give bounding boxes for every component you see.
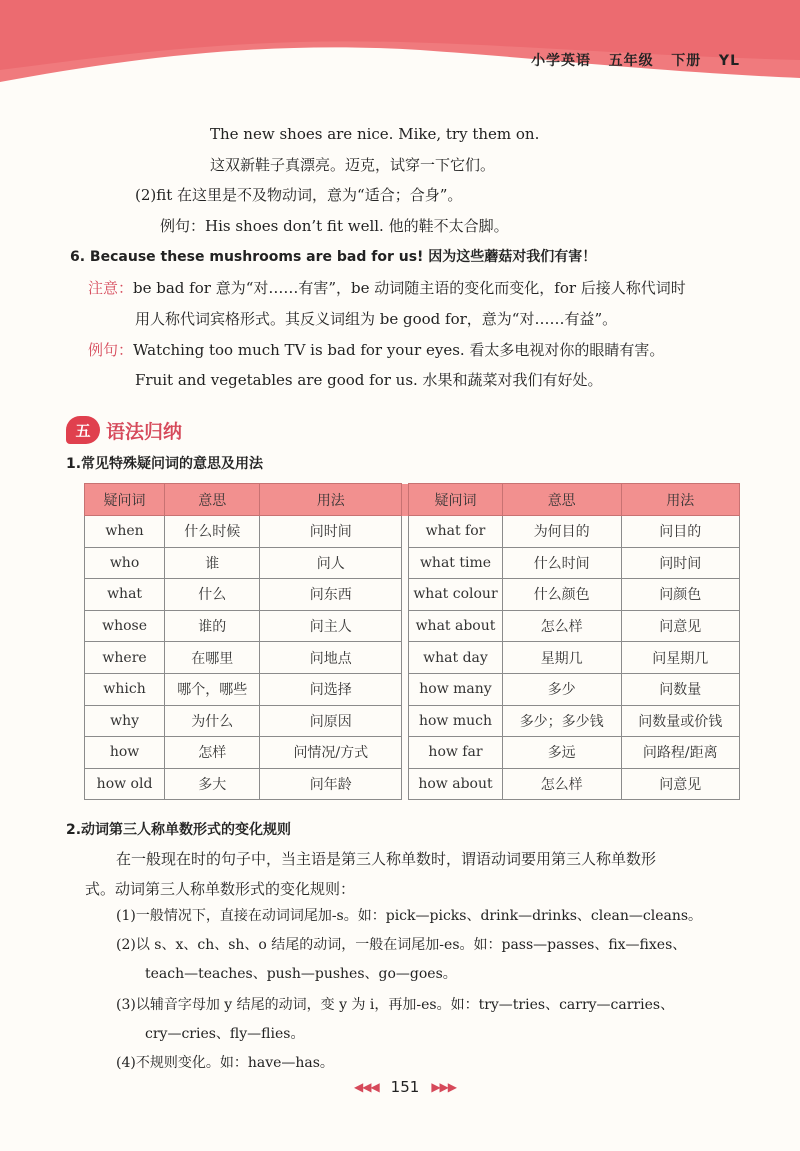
example-line-1	[88, 340, 664, 360]
table-cell: 哪个，哪些	[165, 673, 260, 705]
table-cell: 多少；多少钱	[502, 705, 621, 737]
rule-1: (1)一般情况下，直接在动词词尾加-s。如：pick—picks、drink—drinks、clean—cleans。	[116, 908, 703, 924]
table-cell: what time	[409, 547, 503, 579]
example-english: The new shoes are nice. Mike, try them on.	[210, 125, 540, 143]
table-cell: 多少	[502, 673, 621, 705]
table-cell: 问时间	[621, 547, 739, 579]
table-cell: how	[85, 737, 165, 769]
subheading-question-words: 1.常见特殊疑问词的意思及用法	[66, 456, 264, 472]
table-cell: 问颜色	[621, 579, 739, 611]
example-label: 例句：	[88, 341, 134, 359]
table-cell: 怎么样	[502, 610, 621, 642]
table-row	[85, 610, 740, 642]
section-heading	[66, 415, 182, 445]
rule-2-line-2: teach—teaches、push—pushes、go—goes。	[145, 966, 457, 982]
section-number-badge: 五	[66, 416, 100, 444]
note-text: be bad for 意为“对……有害”，be 动词随主语的变化而变化，for 后接人称代词时	[133, 279, 686, 297]
table-cell: 怎样	[165, 737, 260, 769]
table-header-row	[85, 484, 740, 516]
table-row	[85, 579, 740, 611]
page-footer	[340, 1078, 470, 1096]
table-cell: 问时间	[260, 516, 402, 548]
fit-note: (2)fit 在这里是不及物动词，意为“适合；合身”。	[135, 186, 463, 204]
table-cell: 谁的	[165, 610, 260, 642]
example-chinese: 这双新鞋子真漂亮。迈克，试穿一下它们。	[210, 156, 496, 174]
table-cell: 为何目的	[502, 516, 621, 548]
table-cell: 问地点	[260, 642, 402, 674]
table-cell: 什么时间	[502, 547, 621, 579]
point-6-heading: 6. Because these mushrooms are bad for us! 因为这些蘑菇对我们有害！	[70, 249, 597, 265]
table-cell: what colour	[409, 579, 503, 611]
table-cell: 星期几	[502, 642, 621, 674]
table-cell: 问选择	[260, 673, 402, 705]
table-cell: 为什么	[165, 705, 260, 737]
table-cell: 谁	[165, 547, 260, 579]
table-cell: 问原因	[260, 705, 402, 737]
table-cell: 问意见	[621, 768, 739, 800]
table-header: 疑问词	[85, 484, 165, 516]
table-cell: 问年龄	[260, 768, 402, 800]
table-cell: 问数量或价钱	[621, 705, 739, 737]
table-cell: when	[85, 516, 165, 548]
table-row	[85, 737, 740, 769]
subheading-third-person: 2.动词第三人称单数形式的变化规则	[66, 822, 292, 838]
table-cell: 问情况/方式	[260, 737, 402, 769]
table-header: 意思	[502, 484, 621, 516]
table-cell: 问目的	[621, 516, 739, 548]
table-header: 疑问词	[409, 484, 503, 516]
note-line-1	[88, 278, 686, 298]
table-cell: 问路程/距离	[621, 737, 739, 769]
table-cell: 多远	[502, 737, 621, 769]
table-cell: 问东西	[260, 579, 402, 611]
table-row	[85, 705, 740, 737]
table-cell: 问星期几	[621, 642, 739, 674]
page-number: 151	[390, 1078, 420, 1096]
right-arrows-icon: ▶▶▶	[431, 1080, 456, 1094]
note-line-2: 用人称代词宾格形式。其反义词组为 be good for，意为“对……有益”。	[135, 310, 618, 328]
example-line-2: Fruit and vegetables are good for us. 水果和蔬菜对我们有好处。	[135, 371, 603, 389]
rule-intro-1: 在一般现在时的句子中，当主语是第三人称单数时，谓语动词要用第三人称单数形	[116, 850, 657, 868]
table-row	[85, 673, 740, 705]
rule-4: (4)不规则变化。如：have—has。	[116, 1055, 334, 1071]
table-cell: what about	[409, 610, 503, 642]
table-cell: why	[85, 705, 165, 737]
table-cell: how about	[409, 768, 503, 800]
section-title: 语法归纳	[106, 420, 183, 443]
table-cell: 问意见	[621, 610, 739, 642]
table-cell: how far	[409, 737, 503, 769]
table-cell: 什么	[165, 579, 260, 611]
fit-example: 例句：His shoes don’t fit well. 他的鞋不太合脚。	[160, 217, 509, 235]
table-cell: who	[85, 547, 165, 579]
example-text: Watching too much TV is bad for your eyes. 看太多电视对你的眼睛有害。	[133, 341, 665, 359]
note-label: 注意：	[88, 279, 134, 297]
table-cell: whose	[85, 610, 165, 642]
table-cell: how much	[409, 705, 503, 737]
table-header: 意思	[165, 484, 260, 516]
table-row	[85, 547, 740, 579]
table-cell: what	[85, 579, 165, 611]
table-cell: 问人	[260, 547, 402, 579]
rule-intro-2: 式。动词第三人称单数形式的变化规则：	[85, 880, 356, 898]
header-title: 小学英语 五年级 下册 YL	[531, 53, 740, 69]
rule-3-line-1: (3)以辅音字母加 y 结尾的动词，变 y 为 i，再加-es。如：try—tries、carry—carries、	[116, 997, 675, 1013]
table-header: 用法	[260, 484, 402, 516]
table-cell: 什么颜色	[502, 579, 621, 611]
table-row	[85, 516, 740, 548]
table-row	[85, 768, 740, 800]
rule-3-line-2: cry—cries、fly—flies。	[145, 1026, 305, 1042]
table-cell: how many	[409, 673, 503, 705]
table-cell: 什么时候	[165, 516, 260, 548]
table-cell: 怎么样	[502, 768, 621, 800]
question-words-table	[84, 483, 740, 800]
rule-2-line-1: (2)以 s、x、ch、sh、o 结尾的动词，一般在词尾加-es。如：pass—passes、fix—fixes、	[116, 937, 687, 953]
left-arrows-icon: ◀◀◀	[353, 1080, 379, 1094]
table-cell: 问主人	[260, 610, 402, 642]
table-cell: 在哪里	[165, 642, 260, 674]
table-row	[85, 642, 740, 674]
table-cell: how old	[85, 768, 165, 800]
table-cell: 问数量	[621, 673, 739, 705]
table-header: 用法	[621, 484, 739, 516]
table-cell: what day	[409, 642, 503, 674]
table-cell: what for	[409, 516, 503, 548]
table-cell: where	[85, 642, 165, 674]
table-cell: 多大	[165, 768, 260, 800]
table-cell: which	[85, 673, 165, 705]
